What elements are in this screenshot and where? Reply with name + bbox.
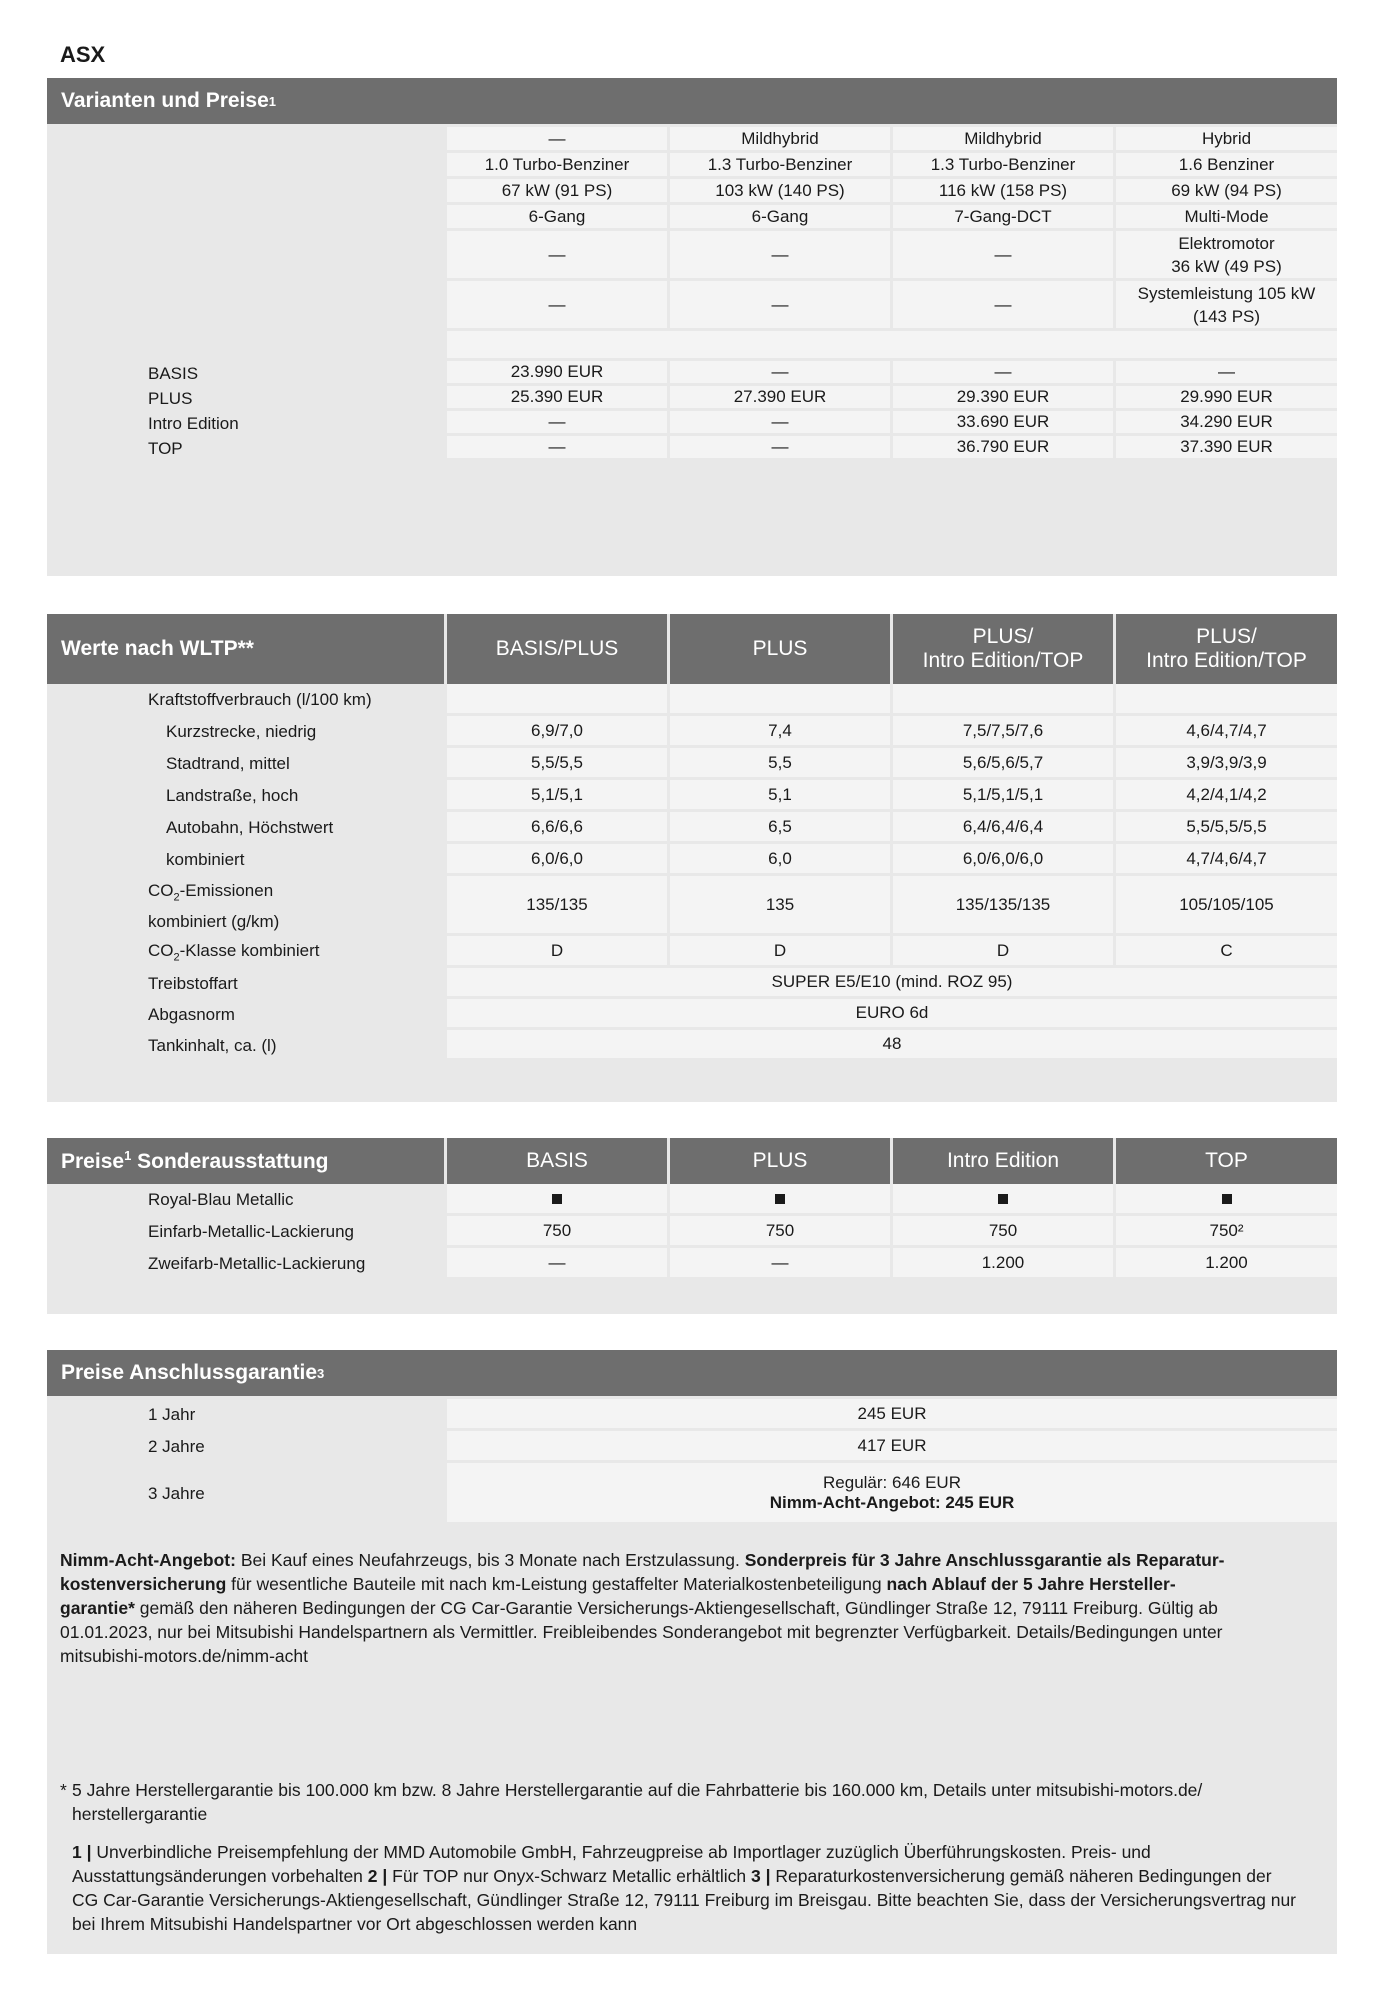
variants-section bbox=[47, 78, 1337, 576]
page-title: ASX bbox=[60, 42, 106, 67]
wltp-section bbox=[47, 614, 1337, 1102]
variants-spec-cell: 103 kW (140 PS) bbox=[667, 179, 890, 205]
variants-spec-row bbox=[47, 231, 1337, 281]
included-marker-cell bbox=[1113, 1184, 1337, 1216]
wltp-tank-value: 48 bbox=[444, 1030, 1337, 1061]
variants-spec-cell: — bbox=[444, 281, 667, 331]
wltp-co2-cell: 105/105/105 bbox=[1113, 876, 1337, 936]
variants-spec-label bbox=[47, 127, 444, 153]
variants-header bbox=[47, 78, 1337, 124]
variants-spec-cell: 1.3 Turbo-Benziner bbox=[667, 153, 890, 179]
co2-c: kombiniert (g/km) bbox=[148, 911, 280, 931]
footnote-star-text: 5 Jahre Herstellergarantie bis 100.000 km bzw. 8 Jahre Herstellergarantie auf die Fahrbatterie bis 160.000 km, Details unter mitsubishi-motors.de/ herstellergarantie bbox=[72, 1780, 1203, 1824]
extras-header-a: Preise bbox=[61, 1150, 125, 1173]
variants-price-label: TOP bbox=[47, 436, 444, 461]
variants-price-cell: 29.390 EUR bbox=[890, 386, 1113, 411]
wltp-fuel-row bbox=[47, 812, 1337, 844]
wltp-fuel-cell: 6,9/7,0 bbox=[444, 716, 667, 748]
wltp-empty-cell bbox=[444, 684, 667, 716]
variants-price-label: PLUS bbox=[47, 386, 444, 411]
variants-spec-label bbox=[47, 281, 444, 331]
extras-cell: 750 bbox=[890, 1216, 1113, 1248]
variants-spec-cell: — bbox=[890, 231, 1113, 281]
wltp-fuel-cell: 5,5/5,5 bbox=[444, 748, 667, 780]
co2-a: CO bbox=[148, 881, 174, 901]
variants-price-label: Intro Edition bbox=[47, 411, 444, 436]
wltp-col-4-label: PLUS/ Intro Edition/TOP bbox=[1146, 625, 1307, 672]
extras-cell: — bbox=[444, 1248, 667, 1280]
extras-section bbox=[47, 1138, 1337, 1314]
variants-price-cell: 29.990 EUR bbox=[1113, 386, 1337, 411]
wltp-col-3-label: PLUS/ Intro Edition/TOP bbox=[922, 625, 1084, 672]
wltp-fuel-row-label: Autobahn, Höchstwert bbox=[47, 812, 444, 844]
wltp-fuel-cell: 6,0/6,0 bbox=[444, 844, 667, 876]
variants-price-cell: — bbox=[667, 411, 890, 436]
co2class-b: -Klasse kombiniert bbox=[179, 940, 320, 960]
variants-spec-cell: Multi-Mode bbox=[1113, 205, 1337, 231]
variants-price-cell: 23.990 EUR bbox=[444, 361, 667, 386]
note-bold-1: Nimm-Acht-Angebot: bbox=[60, 1550, 236, 1570]
wltp-empty-cell bbox=[1113, 684, 1337, 716]
extras-col-2: PLUS bbox=[667, 1138, 890, 1184]
variants-price-row bbox=[47, 386, 1337, 411]
wltp-fuel-cell: 5,6/5,6/5,7 bbox=[890, 748, 1113, 780]
variants-spec-label bbox=[47, 153, 444, 179]
wltp-fuel-row bbox=[47, 844, 1337, 876]
wltp-co2-cell: 135/135 bbox=[444, 876, 667, 936]
variants-price-cell: 34.290 EUR bbox=[1113, 411, 1337, 436]
variants-price-body bbox=[47, 361, 1337, 461]
variants-spec-row bbox=[47, 179, 1337, 205]
filled-square-icon bbox=[1222, 1194, 1232, 1204]
variants-price-label: BASIS bbox=[47, 361, 444, 386]
extras-cell: 1.200 bbox=[1113, 1248, 1337, 1280]
note-text-3: gemäß den näheren Bedingungen der CG Car-Garantie Versicherungs-Aktiengesellschaft, Gündlinger Straße 12, 79111 Freiburg. Gültig ab 01.01.2023, nur bei Mitsubishi Handelspartnern als Vermittler. Freibleibendes Sonderangebot mit begrenzter Verfügbarkeit. Details/Bedingungen unter mitsubishi-motors.de/nimm-acht bbox=[60, 1598, 1223, 1666]
warranty-row-2 bbox=[47, 1431, 1337, 1463]
footnote-1-num: 1 | bbox=[72, 1842, 92, 1862]
wltp-co2-cell: 135/135/135 bbox=[890, 876, 1113, 936]
variants-spec-cell: 1.0 Turbo-Benziner bbox=[444, 153, 667, 179]
wltp-co2-cell: 135 bbox=[667, 876, 890, 936]
wltp-fuel-cell: 6,0/6,0/6,0 bbox=[890, 844, 1113, 876]
extras-row-label: Zweifarb-Metallic-Lackierung bbox=[47, 1248, 444, 1280]
extras-col-1: BASIS bbox=[444, 1138, 667, 1184]
extras-row bbox=[47, 1248, 1337, 1280]
wltp-col-2 bbox=[667, 614, 890, 684]
variants-spec-cell: Elektromotor 36 kW (49 PS) bbox=[1113, 231, 1337, 281]
variants-spec-label bbox=[47, 179, 444, 205]
warranty-row-1-value: 245 EUR bbox=[444, 1399, 1337, 1431]
wltp-table bbox=[47, 614, 1337, 1061]
variants-spec-row bbox=[47, 281, 1337, 331]
variants-price-cell: — bbox=[667, 361, 890, 386]
warranty-footnote bbox=[60, 1778, 1300, 1826]
wltp-header-row bbox=[47, 614, 1337, 684]
variants-price-row bbox=[47, 361, 1337, 386]
warranty-row-1 bbox=[47, 1399, 1337, 1431]
wltp-co2class-cell: D bbox=[667, 936, 890, 968]
wltp-co2class-label bbox=[47, 936, 444, 968]
extras-header-sup: 1 bbox=[124, 1148, 132, 1163]
variants-spec-cell: Mildhybrid bbox=[890, 127, 1113, 153]
variants-header-text: Varianten und Preise bbox=[61, 89, 269, 112]
wltp-fuel-cell: 7,4 bbox=[667, 716, 890, 748]
wltp-fuel-cell: 7,5/7,5/7,6 bbox=[890, 716, 1113, 748]
variants-price-cell: 25.390 EUR bbox=[444, 386, 667, 411]
variants-spec-label bbox=[47, 205, 444, 231]
filled-square-icon bbox=[552, 1194, 562, 1204]
footnote-1-text: Unverbindliche Preisempfehlung der MMD Automobile GmbH, Fahrzeugpreise ab Importlager zuzüglich Überführungskosten. Preis- und Ausstattungsänderungen vorbehalten bbox=[72, 1842, 1151, 1886]
included-marker-cell bbox=[667, 1184, 890, 1216]
wltp-fuel-cell: 6,0 bbox=[667, 844, 890, 876]
warranty-header-sup: 3 bbox=[317, 1365, 325, 1381]
wltp-co2-row bbox=[47, 876, 1337, 936]
wltp-co2class-cell: C bbox=[1113, 936, 1337, 968]
extras-cell: 750 bbox=[444, 1216, 667, 1248]
wltp-co2class-cell: D bbox=[890, 936, 1113, 968]
variants-price-row bbox=[47, 436, 1337, 461]
legal-footnotes bbox=[72, 1840, 1302, 1936]
variants-price-cell: 27.390 EUR bbox=[667, 386, 890, 411]
variants-price-cell: 33.690 EUR bbox=[890, 411, 1113, 436]
wltp-fuel-cell: 6,5 bbox=[667, 812, 890, 844]
wltp-fuel-row-label: Stadtrand, mittel bbox=[47, 748, 444, 780]
wltp-tank-row bbox=[47, 1030, 1337, 1061]
wltp-fuel-cell: 5,1/5,1 bbox=[444, 780, 667, 812]
variants-spec-cell: — bbox=[444, 231, 667, 281]
wltp-fuel-type-row bbox=[47, 968, 1337, 999]
co2-sub: 2 bbox=[173, 891, 180, 904]
variants-spec-cell: — bbox=[890, 281, 1113, 331]
included-marker-cell bbox=[444, 1184, 667, 1216]
wltp-fuel-row bbox=[47, 780, 1337, 812]
footnote-3-num: 3 | bbox=[751, 1866, 771, 1886]
variants-spec-cell: 6-Gang bbox=[444, 205, 667, 231]
co2-b: -Emissionen bbox=[179, 881, 274, 901]
note-text-1: Bei Kauf eines Neufahrzeugs, bis 3 Monate nach Erstzulassung. bbox=[235, 1550, 745, 1570]
extras-col-4: TOP bbox=[1113, 1138, 1337, 1184]
warranty-regular-price: Regulär: 646 EUR bbox=[823, 1472, 961, 1492]
wltp-fuel-cell: 3,9/3,9/3,9 bbox=[1113, 748, 1337, 780]
extras-cell: 1.200 bbox=[890, 1248, 1113, 1280]
variants-spec-body bbox=[47, 127, 1337, 331]
wltp-fuel-row-label: Kurzstrecke, niedrig bbox=[47, 716, 444, 748]
footnote-3-text: Reparaturkostenversicherung gemäß näheren Bedingungen der CG Car-Garantie Versicherungs-Aktiengesellschaft, Gündlinger Straße 12, 79111 Freiburg im Breisgau. Bitte beachten Sie, dass der Versicherungsvertrag nur bei Ihrem Mitsubishi Handelspartner vor Ort abgeschlossen werden kann bbox=[72, 1866, 1297, 1934]
filled-square-icon bbox=[775, 1194, 785, 1204]
variants-spec-cell: 1.6 Benziner bbox=[1113, 153, 1337, 179]
wltp-fuel-cell: 6,4/6,4/6,4 bbox=[890, 812, 1113, 844]
variants-spec-cell: 69 kW (94 PS) bbox=[1113, 179, 1337, 205]
extras-header-row bbox=[47, 1138, 1337, 1184]
extras-header bbox=[47, 1138, 444, 1184]
note-bold-2: Sonderpreis für 3 Jahre Anschlussgarantie als Reparatur- kostenversicherung bbox=[60, 1550, 1225, 1594]
variants-header-sup: 1 bbox=[268, 93, 276, 109]
variants-spec-cell: 7-Gang-DCT bbox=[890, 205, 1113, 231]
warranty-row-3-value bbox=[444, 1463, 1337, 1525]
wltp-fuel-cell: 4,7/4,6/4,7 bbox=[1113, 844, 1337, 876]
footnote-2-num: 2 | bbox=[367, 1866, 388, 1886]
variants-spec-label bbox=[47, 231, 444, 281]
wltp-fuel-cell: 5,1 bbox=[667, 780, 890, 812]
wltp-co2class-row bbox=[47, 936, 1337, 968]
wltp-fuel-cell: 4,6/4,7/4,7 bbox=[1113, 716, 1337, 748]
variants-spec-cell: — bbox=[444, 127, 667, 153]
variants-price-cell: — bbox=[444, 436, 667, 461]
wltp-col-4 bbox=[1113, 614, 1337, 684]
variants-spec-cell: 67 kW (91 PS) bbox=[444, 179, 667, 205]
wltp-col-1-label: BASIS/PLUS bbox=[495, 637, 619, 660]
variants-spec-cell: Mildhybrid bbox=[667, 127, 890, 153]
warranty-row-3 bbox=[47, 1463, 1337, 1525]
wltp-fuel-type-value: SUPER E5/E10 (mind. ROZ 95) bbox=[444, 968, 1337, 999]
variants-spec-cell: Systemleistung 105 kW (143 PS) bbox=[1113, 281, 1337, 331]
variants-spec-cell: 1.3 Turbo-Benziner bbox=[890, 153, 1113, 179]
wltp-fuel-cell: 5,5/5,5/5,5 bbox=[1113, 812, 1337, 844]
warranty-row-2-label: 2 Jahre bbox=[47, 1431, 444, 1463]
wltp-col-1 bbox=[444, 614, 667, 684]
filled-square-icon bbox=[998, 1194, 1008, 1204]
variants-spec-row bbox=[47, 205, 1337, 231]
variants-price-cell: — bbox=[890, 361, 1113, 386]
included-marker-cell bbox=[890, 1184, 1113, 1216]
footnote-2-text: Für TOP nur Onyx-Schwarz Metallic erhältlich bbox=[387, 1866, 752, 1886]
extras-row-label: Royal-Blau Metallic bbox=[47, 1184, 444, 1216]
variants-spec-cell: Hybrid bbox=[1113, 127, 1337, 153]
wltp-col-2-label: PLUS bbox=[752, 637, 808, 660]
wltp-fuel-cell: 5,1/5,1/5,1 bbox=[890, 780, 1113, 812]
note-bold-3: nach Ablauf der 5 Jahre Hersteller- garantie* bbox=[60, 1574, 1176, 1618]
note-text-2: für wesentliche Bauteile mit nach km-Leistung gestaffelter Materialkostenbeteiligung bbox=[226, 1574, 887, 1594]
extras-cell: — bbox=[667, 1248, 890, 1280]
extras-cell: 750² bbox=[1113, 1216, 1337, 1248]
variants-spacer bbox=[47, 331, 1337, 361]
warranty-header bbox=[47, 1350, 1337, 1396]
wltp-fuel-cell: 5,5 bbox=[667, 748, 890, 780]
variants-spec-row bbox=[47, 127, 1337, 153]
wltp-fuel-heading-row bbox=[47, 684, 1337, 716]
extras-header-b: Sonderausstattung bbox=[131, 1150, 329, 1173]
warranty-row-3-label: 3 Jahre bbox=[47, 1463, 444, 1525]
wltp-empty-cell bbox=[667, 684, 890, 716]
wltp-co2class-cell: D bbox=[444, 936, 667, 968]
wltp-emission-label: Abgasnorm bbox=[47, 999, 444, 1030]
wltp-fuel-cell: 4,2/4,1/4,2 bbox=[1113, 780, 1337, 812]
warranty-header-text: Preise Anschlussgarantie bbox=[61, 1361, 317, 1384]
nimm-acht-note bbox=[60, 1548, 1300, 1668]
variants-spec-cell: — bbox=[667, 231, 890, 281]
wltp-empty-cell bbox=[890, 684, 1113, 716]
wltp-emission-value: EURO 6d bbox=[444, 999, 1337, 1030]
wltp-body bbox=[47, 684, 1337, 1061]
extras-row bbox=[47, 1184, 1337, 1216]
extras-row bbox=[47, 1216, 1337, 1248]
wltp-fuel-cell: 6,6/6,6 bbox=[444, 812, 667, 844]
wltp-fuel-label: Kraftstoffverbrauch (l/100 km) bbox=[47, 684, 444, 716]
variants-price-cell: 36.790 EUR bbox=[890, 436, 1113, 461]
warranty-table bbox=[47, 1399, 1337, 1525]
variants-spec-cell: 116 kW (158 PS) bbox=[890, 179, 1113, 205]
wltp-emission-row bbox=[47, 999, 1337, 1030]
variants-price-cell: — bbox=[444, 411, 667, 436]
extras-table bbox=[47, 1138, 1337, 1280]
variants-price-cell: 37.390 EUR bbox=[1113, 436, 1337, 461]
variants-price-cell: — bbox=[667, 436, 890, 461]
variants-spec-cell: 6-Gang bbox=[667, 205, 890, 231]
co2class-sub: 2 bbox=[173, 951, 180, 964]
footnote-star: * bbox=[60, 1780, 67, 1800]
warranty-offer-price: Nimm-Acht-Angebot: 245 EUR bbox=[769, 1492, 1015, 1512]
wltp-fuel-type-label: Treibstoffart bbox=[47, 968, 444, 999]
extras-col-3: Intro Edition bbox=[890, 1138, 1113, 1184]
wltp-co2-label bbox=[47, 876, 444, 936]
warranty-row-1-label: 1 Jahr bbox=[47, 1399, 444, 1431]
warranty-row-2-value: 417 EUR bbox=[444, 1431, 1337, 1463]
variants-spec-cell: — bbox=[667, 281, 890, 331]
wltp-header: Werte nach WLTP** bbox=[47, 614, 444, 684]
variants-price-cell: — bbox=[1113, 361, 1337, 386]
wltp-fuel-row-label: kombiniert bbox=[47, 844, 444, 876]
variants-price-row bbox=[47, 411, 1337, 436]
variants-spec-row bbox=[47, 153, 1337, 179]
wltp-tank-label: Tankinhalt, ca. (l) bbox=[47, 1030, 444, 1061]
wltp-fuel-row bbox=[47, 716, 1337, 748]
wltp-col-3 bbox=[890, 614, 1113, 684]
co2class-a: CO bbox=[148, 940, 174, 960]
variants-table bbox=[47, 127, 1337, 461]
extras-body bbox=[47, 1184, 1337, 1280]
extras-cell: 750 bbox=[667, 1216, 890, 1248]
extras-row-label: Einfarb-Metallic-Lackierung bbox=[47, 1216, 444, 1248]
wltp-fuel-row bbox=[47, 748, 1337, 780]
wltp-fuel-row-label: Landstraße, hoch bbox=[47, 780, 444, 812]
